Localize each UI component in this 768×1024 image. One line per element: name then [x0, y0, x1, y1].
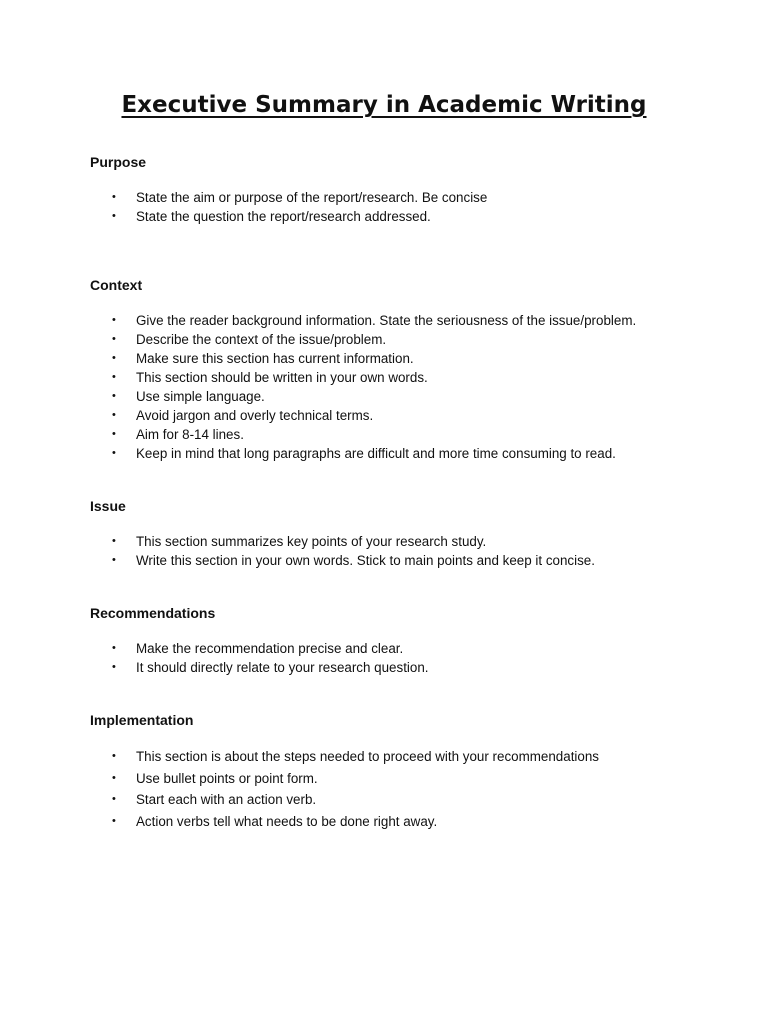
list-item-text: Use simple language. [136, 389, 265, 404]
bullet-icon: • [112, 409, 116, 421]
list-item [90, 639, 710, 658]
list-item-text: Make the recommendation precise and clear. [136, 641, 404, 656]
bullet-list [90, 746, 710, 833]
section-heading: Issue [90, 498, 126, 514]
list-item [90, 811, 710, 833]
list-item-text: State the aim or purpose of the report/research. Be concise [136, 190, 488, 205]
section-heading: Implementation [90, 712, 194, 728]
list-item [90, 425, 710, 444]
section-heading: Recommendations [90, 605, 216, 621]
section-implementation [90, 711, 710, 833]
list-item [90, 387, 710, 406]
list-item-text: Give the reader background information. State the seriousness of the issue/problem. [136, 313, 637, 328]
section-purpose [90, 153, 710, 226]
bullet-icon: • [112, 210, 116, 222]
bullet-icon: • [112, 642, 116, 654]
bullet-icon: • [112, 554, 116, 566]
bullet-icon: • [112, 447, 116, 459]
bullet-list [90, 311, 710, 463]
bullet-icon: • [112, 771, 116, 784]
list-item-text: Describe the context of the issue/problem. [136, 332, 387, 347]
bullet-list [90, 639, 710, 677]
bullet-icon: • [112, 428, 116, 440]
list-item-text: This section is about the steps needed to proceed with your recommendations [136, 749, 599, 764]
bullet-icon: • [112, 793, 116, 806]
list-item-text: Aim for 8-14 lines. [136, 427, 244, 442]
list-item-text: Make sure this section has current information. [136, 351, 414, 366]
bullet-icon: • [112, 661, 116, 673]
bullet-icon: • [112, 352, 116, 364]
list-item-text: This section should be written in your own words. [136, 370, 428, 385]
list-item [90, 768, 710, 790]
list-item [90, 746, 710, 768]
list-item [90, 406, 710, 425]
document-title: Executive Summary in Academic Writing [121, 92, 647, 118]
bullet-list [90, 532, 710, 570]
list-item-text: Start each with an action verb. [136, 792, 317, 808]
bullet-list [90, 188, 710, 226]
list-item-text: State the question the report/research addressed. [136, 209, 431, 224]
list-item [90, 789, 710, 811]
list-item [90, 551, 710, 570]
list-item [90, 368, 710, 387]
list-item [90, 444, 710, 463]
section-issue [90, 497, 710, 570]
list-item [90, 658, 710, 677]
list-item-text: Action verbs tell what needs to be done right away. [136, 814, 438, 830]
list-item [90, 311, 710, 330]
list-item [90, 330, 710, 349]
list-item-text: This section summarizes key points of your research study. [136, 534, 487, 549]
bullet-icon: • [112, 390, 116, 402]
list-item [90, 349, 710, 368]
list-item [90, 188, 710, 207]
list-item-text: Write this section in your own words. Stick to main points and keep it concise. [136, 553, 595, 568]
bullet-icon: • [112, 815, 116, 828]
bullet-icon: • [112, 535, 116, 547]
list-item-text: Use bullet points or point form. [136, 770, 318, 786]
section-heading: Purpose [90, 154, 147, 170]
list-item-text: Keep in mind that long paragraphs are difficult and more time consuming to read. [136, 446, 616, 461]
bullet-icon: • [112, 371, 116, 383]
bullet-icon: • [112, 191, 116, 203]
list-item [90, 207, 710, 226]
section-recommendations [90, 604, 710, 677]
bullet-icon: • [112, 314, 116, 326]
section-context [90, 276, 710, 463]
list-item [90, 532, 710, 551]
bullet-icon: • [112, 333, 116, 345]
list-item-text: Avoid jargon and overly technical terms. [136, 408, 374, 423]
bullet-icon: • [112, 750, 116, 762]
section-heading: Context [90, 277, 143, 293]
list-item-text: It should directly relate to your research question. [136, 660, 429, 675]
